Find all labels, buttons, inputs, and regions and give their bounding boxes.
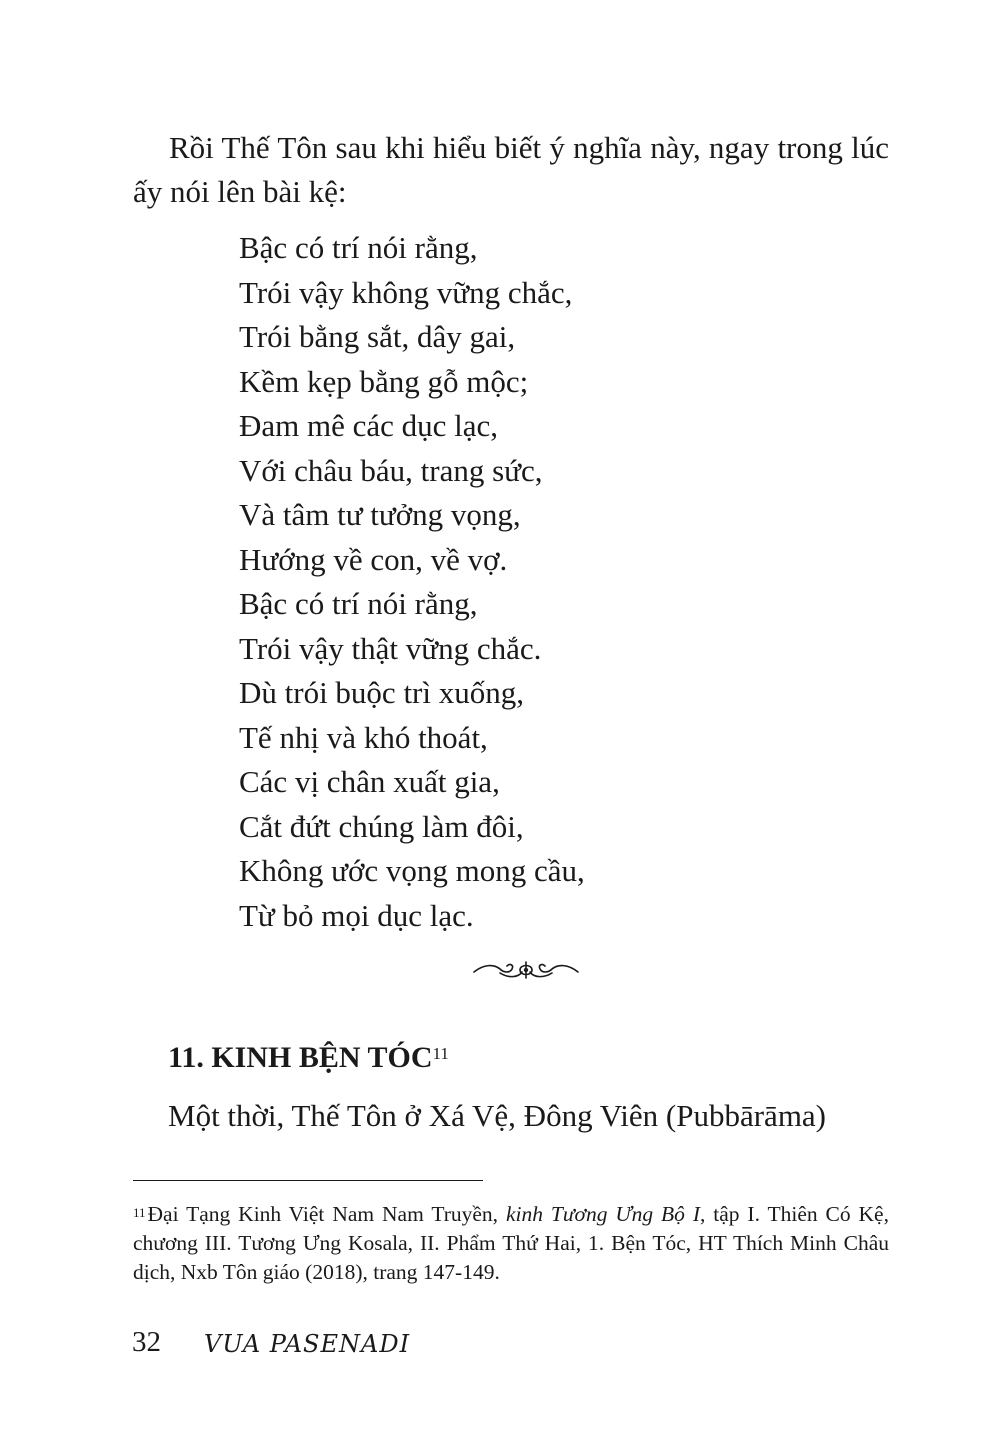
- verse-line: Trói bằng sắt, dây gai,: [239, 319, 516, 354]
- running-title: VUA PASENADI: [204, 1330, 411, 1358]
- flourish-divider-icon: [470, 958, 582, 982]
- section-heading-text: 11. KINH BỆN TÓC: [168, 1041, 433, 1074]
- footnote-text-start: Đại Tạng Kinh Việt Nam Nam Truyền,: [147, 1202, 506, 1226]
- verse-line: Với châu báu, trang sức,: [239, 452, 543, 488]
- verse-line: Kềm kẹp bằng gỗ mộc;: [239, 363, 529, 399]
- footnote-separator: [133, 1180, 483, 1181]
- verse-line: Bậc có trí nói rằng,: [239, 230, 478, 265]
- page-number: 32: [132, 1326, 161, 1358]
- footnote-text-end: , tập I. Thiên Có Kệ, chương III. Tương Ưng Kosala, II. Phẩm Thứ Hai, 1. Bện Tóc, HT Thích Minh Châu dịch, Nxb Tôn giáo (2018), trang 147-149.: [133, 1202, 889, 1284]
- verse-line: Và tâm tư tưởng vọng,: [239, 497, 521, 532]
- verse-line: Không ước vọng mong cầu,: [239, 853, 585, 888]
- section-opening-line: Một thời, Thế Tôn ở Xá Vệ, Đông Viên (Pubbārāma): [168, 1098, 827, 1133]
- footnote: [133, 1200, 889, 1287]
- section-heading: [168, 1036, 449, 1080]
- verse-line: Dù trói buộc trì xuống,: [239, 675, 524, 710]
- verse-line: Từ bỏ mọi dục lạc.: [239, 897, 474, 933]
- verse-line: Hướng về con, về vợ.: [239, 541, 508, 577]
- verse-block: [239, 226, 585, 938]
- footnote-reference[interactable]: 11: [432, 1044, 449, 1063]
- verse-line: Trói vậy không vững chắc,: [239, 274, 573, 310]
- verse-line: Các vị chân xuất gia,: [239, 764, 500, 799]
- verse-line: Bậc có trí nói rằng,: [239, 586, 478, 621]
- verse-line: Cắt đứt chúng làm đôi,: [239, 808, 524, 844]
- verse-line: Đam mê các dục lạc,: [239, 408, 499, 443]
- footnote-italic-title: kinh Tương Ưng Bộ I: [505, 1202, 700, 1226]
- intro-paragraph: Rồi Thế Tôn sau khi hiểu biết ý nghĩa này, ngay trong lúc ấy nói lên bài kệ:: [133, 130, 889, 209]
- footnote-number: 11: [133, 1205, 146, 1220]
- verse-line: Tế nhị và khó thoát,: [239, 719, 488, 755]
- verse-line: Trói vậy thật vững chắc.: [239, 630, 542, 666]
